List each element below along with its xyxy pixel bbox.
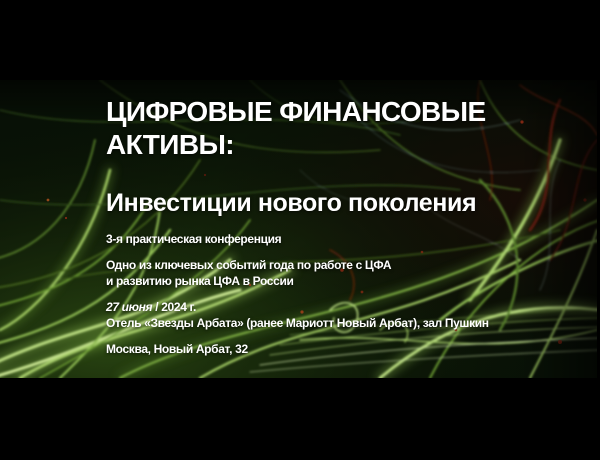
event-title-line2: АКТИВЫ: xyxy=(106,129,234,160)
event-description-line1: Одно из ключевых событий года по работе с ЦФА xyxy=(106,258,392,272)
event-subtitle: Инвестиции нового поколения xyxy=(106,189,477,217)
banner-text-block xyxy=(0,80,597,378)
event-date: 27 июня xyxy=(106,300,153,314)
event-year: / 2024 г. xyxy=(152,300,196,314)
event-description xyxy=(106,257,391,289)
event-title-line1: ЦИФРОВЫЕ ФИНАНСОВЫЕ xyxy=(106,96,486,127)
event-description-line2: и развитию рынка ЦФА в России xyxy=(106,274,294,288)
date-and-venue xyxy=(106,299,489,331)
event-address: Москва, Новый Арбат, 32 xyxy=(106,342,248,356)
background-photo xyxy=(0,80,597,378)
event-venue: Отель «Звезды Арбата» (ранее Мариотт Новый Арбат), зал Пушкин xyxy=(106,316,489,330)
conference-label: 3-я практическая конференция xyxy=(106,232,282,246)
event-title xyxy=(106,95,486,161)
